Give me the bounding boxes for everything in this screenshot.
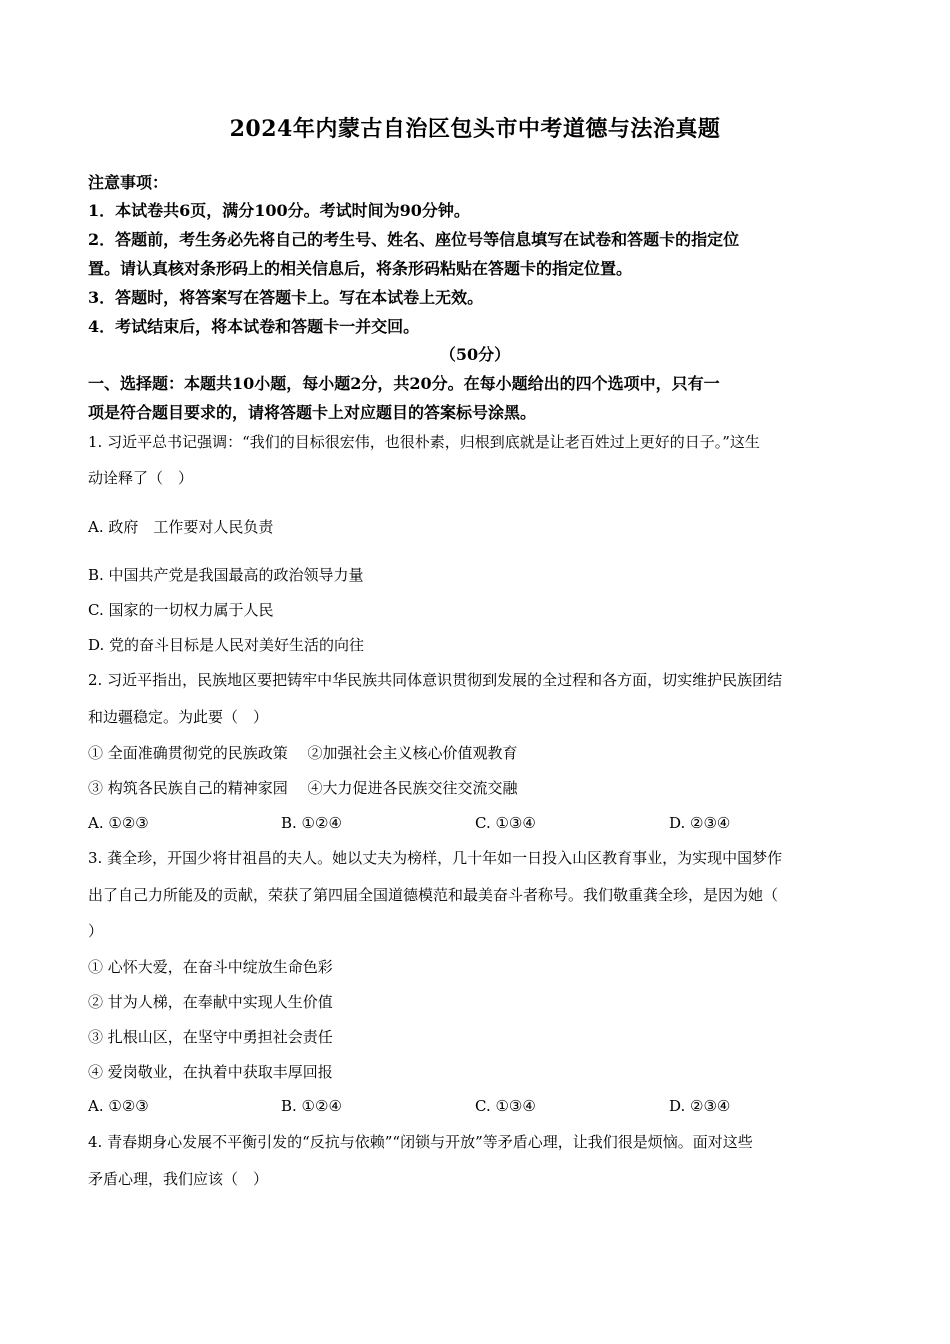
- q3-statement-4: ④ 爱岗敬业，在执着中获取丰厚回报: [88, 1063, 333, 1081]
- q1-option-c: C. 国家的一切权力属于人民: [88, 601, 274, 619]
- q2-stem-line-1: 2. 习近平指出，民族地区要把铸牢中华民族共同体意识贯彻到发展的全过程和各方面，切实维护民族团结: [88, 671, 783, 689]
- q3-option-a: A. ①②③: [88, 1097, 149, 1115]
- q2-statements-1: ① 全面准确贯彻党的民族政策 ②加强社会主义核心价值观教育: [88, 744, 518, 762]
- q1-stem-line-2: 动诠释了（ ）: [88, 469, 194, 487]
- q3-stem-line-2: 出了自己力所能及的贡献，荣获了第四届全国道德模范和最美奋斗者称号。我们敬重龚全珍，是因为她（: [88, 886, 779, 904]
- q1-option-d: D. 党的奋斗目标是人民对美好生活的向往: [88, 636, 365, 654]
- page-title: 2024年内蒙古自治区包头市中考道德与法治真题: [229, 116, 721, 142]
- q2-option-a: A. ①②③: [88, 814, 149, 832]
- notice-item-3: 3．答题时，将答案写在答题卡上。写在本试卷上无效。: [88, 288, 484, 307]
- q3-statement-3: ③ 扎根山区，在坚守中勇担社会责任: [88, 1028, 333, 1046]
- q3-stem-line-3: ）: [88, 922, 104, 940]
- q1-option-b: B. 中国共产党是我国最高的政治领导力量: [88, 566, 364, 584]
- q3-option-d: D. ②③④: [669, 1097, 731, 1115]
- notice-item-4: 4．考试结束后，将本试卷和答题卡一并交回。: [88, 317, 420, 336]
- q1-option-a: A. 政府 工作要对人民负责: [88, 518, 274, 536]
- notice-item-2-cont: 置。请认真核对条形码上的相关信息后，将条形码粘贴在答题卡的指定位置。: [88, 259, 633, 278]
- section-heading-2: 项是符合题目要求的，请将答题卡上对应题目的答案标号涂黑。: [88, 403, 537, 422]
- score-note: （50分）: [439, 345, 511, 364]
- q2-option-b: B. ①②④: [281, 814, 342, 832]
- q2-stem-line-2: 和边疆稳定。为此要（ ）: [88, 708, 269, 726]
- q1-stem-line-1: 1. 习近平总书记强调：“我们的目标很宏伟，也很朴素，归根到底就是让老百姓过上更好的日子。”这生: [88, 433, 760, 451]
- q3-option-c: C. ①③④: [475, 1097, 536, 1115]
- notice-heading: 注意事项：: [88, 173, 169, 192]
- q3-option-b: B. ①②④: [281, 1097, 342, 1115]
- q4-stem-line-1: 4. 青春期身心发展不平衡引发的“反抗与依赖”“闭锁与开放”等矛盾心理，让我们很是烦恼。面对这些: [88, 1133, 753, 1151]
- section-heading-1: 一、选择题：本题共10小题，每小题2分，共20分。在每小题给出的四个选项中，只有一: [88, 374, 720, 393]
- q2-option-d: D. ②③④: [669, 814, 731, 832]
- notice-item-1: 1．本试卷共6页，满分100分。考试时间为90分钟。: [88, 201, 470, 220]
- notice-item-2: 2．答题前，考生务必先将自己的考生号、姓名、座位号等信息填写在试卷和答题卡的指定位: [88, 230, 740, 249]
- q3-stem-line-1: 3. 龚全珍，开国少将甘祖昌的夫人。她以丈夫为榜样，几十年如一日投入山区教育事业，为实现中国梦作: [88, 849, 783, 867]
- q2-option-c: C. ①③④: [475, 814, 536, 832]
- q3-statement-1: ① 心怀大爱，在奋斗中绽放生命色彩: [88, 958, 333, 976]
- q4-stem-line-2: 矛盾心理，我们应该（ ）: [88, 1170, 269, 1188]
- q3-statement-2: ② 甘为人梯，在奉献中实现人生价值: [88, 993, 333, 1011]
- q2-statements-2: ③ 构筑各民族自己的精神家园 ④大力促进各民族交往交流交融: [88, 779, 518, 797]
